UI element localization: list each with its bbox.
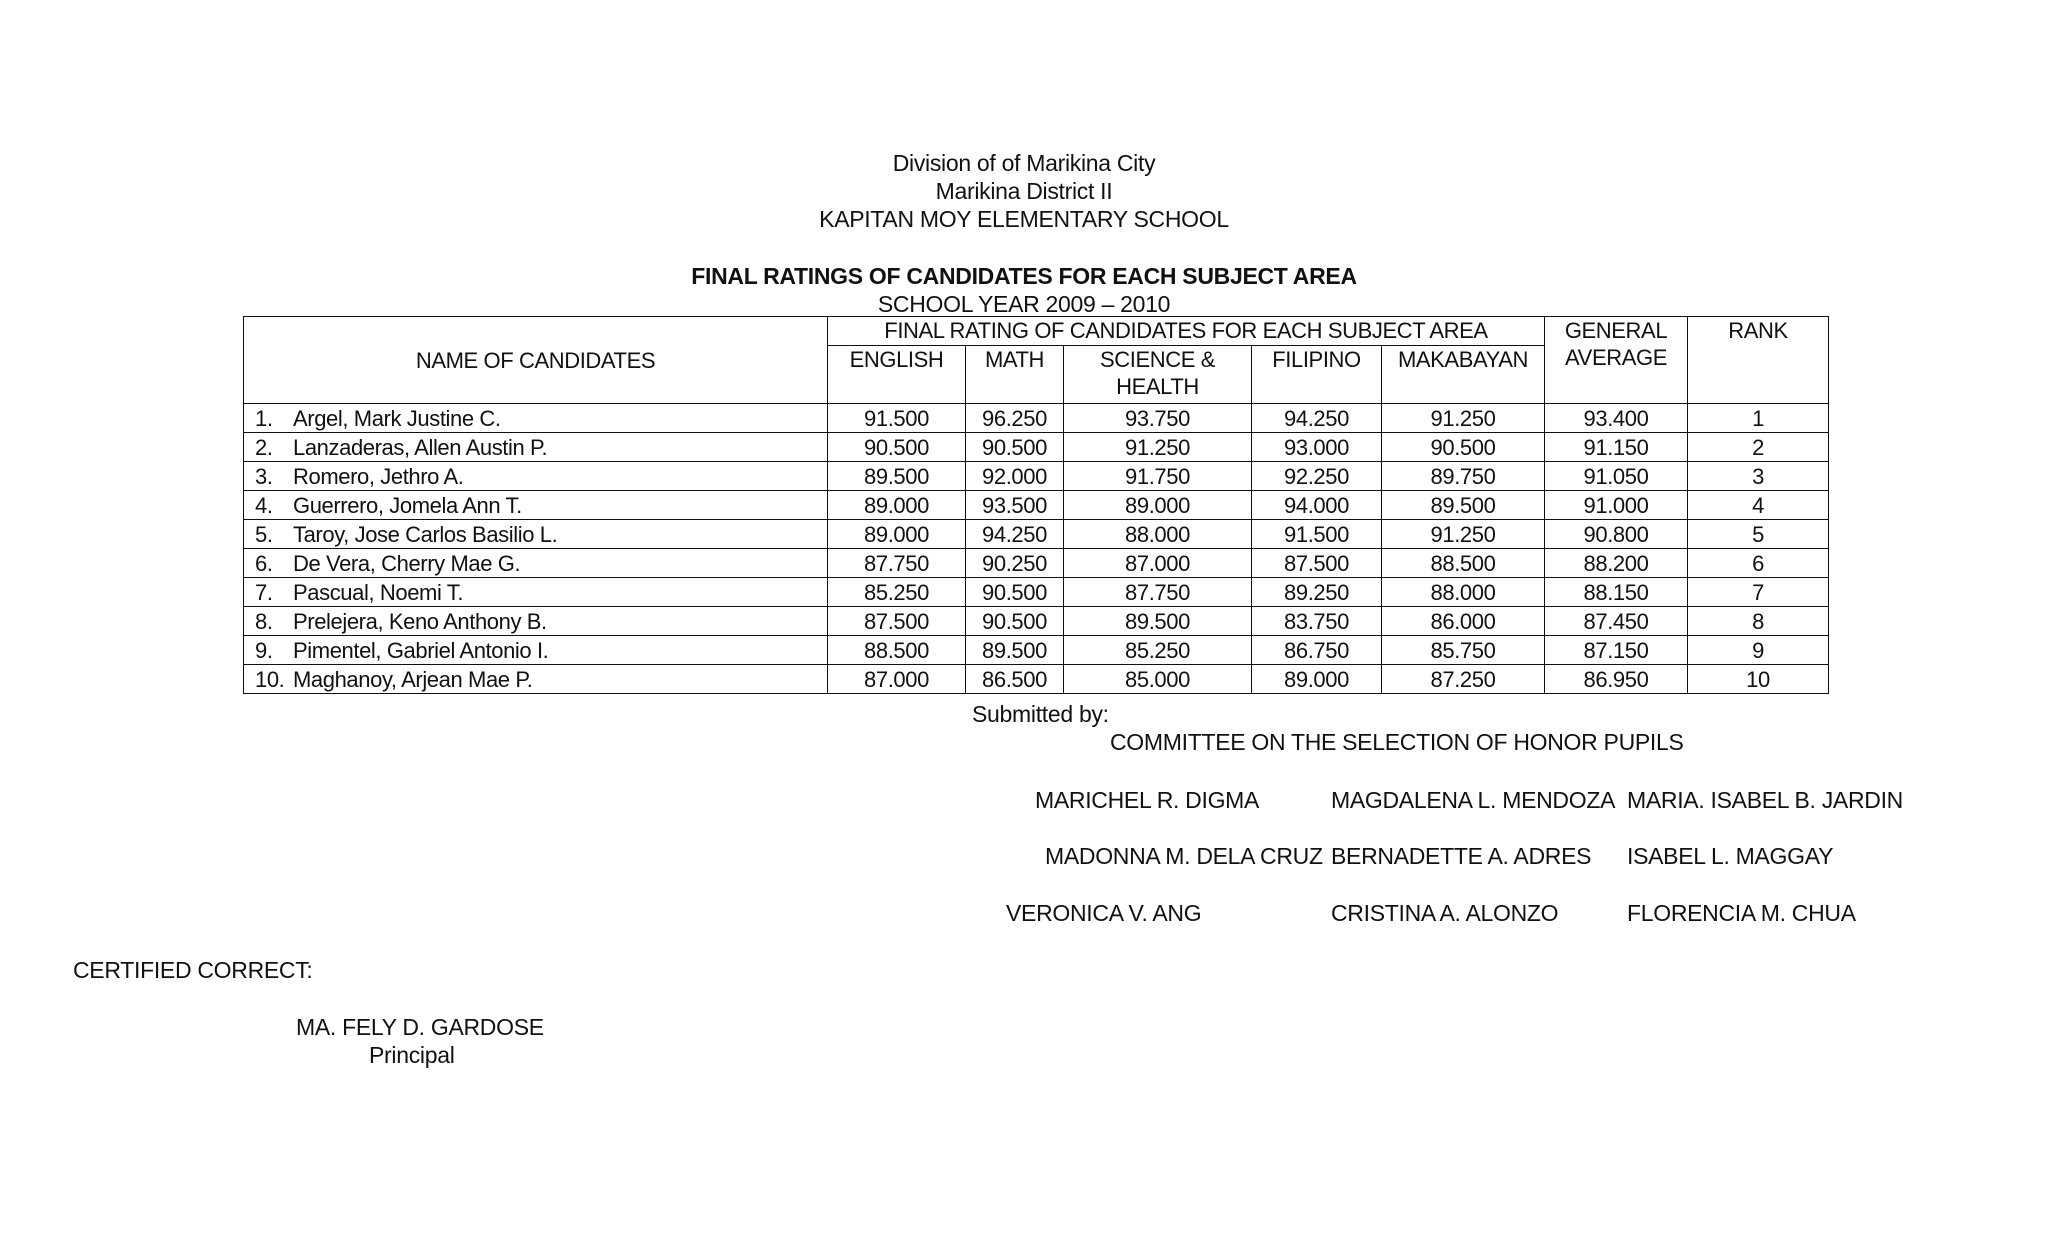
science-cell: 93.750 [1064, 404, 1252, 433]
makabayan-cell: 91.250 [1382, 404, 1545, 433]
subject-group-header: FINAL RATING OF CANDIDATES FOR EACH SUBJECT AREA [828, 317, 1545, 346]
document-header [0, 149, 2048, 233]
rank-cell: 10 [1688, 665, 1829, 694]
principal-name: MA. FELY D. GARDOSE [296, 1014, 544, 1040]
rank-cell: 5 [1688, 520, 1829, 549]
filipino-cell: 86.750 [1252, 636, 1382, 665]
candidate-name: De Vera, Cherry Mae G. [293, 550, 521, 576]
committee-member: CRISTINA A. ALONZO [1331, 900, 1559, 926]
math-cell: 90.250 [966, 549, 1064, 578]
candidate-name-cell [244, 665, 828, 694]
candidate-name-cell [244, 578, 828, 607]
makabayan-cell: 91.250 [1382, 520, 1545, 549]
english-cell: 88.500 [828, 636, 966, 665]
math-cell: 89.500 [966, 636, 1064, 665]
average-cell: 87.450 [1545, 607, 1688, 636]
science-cell: 91.250 [1064, 433, 1252, 462]
candidate-name-cell [244, 404, 828, 433]
rank-cell: 2 [1688, 433, 1829, 462]
candidate-name: Lanzaderas, Allen Austin P. [293, 434, 548, 460]
english-cell: 85.250 [828, 578, 966, 607]
english-cell: 90.500 [828, 433, 966, 462]
math-cell: 90.500 [966, 578, 1064, 607]
filipino-cell: 89.250 [1252, 578, 1382, 607]
filipino-cell: 94.000 [1252, 491, 1382, 520]
average-cell: 88.150 [1545, 578, 1688, 607]
makabayan-cell: 88.500 [1382, 549, 1545, 578]
candidate-name: Taroy, Jose Carlos Basilio L. [293, 521, 558, 547]
science-cell: 89.500 [1064, 607, 1252, 636]
table-row [244, 607, 1829, 636]
table-row [244, 433, 1829, 462]
filipino-cell: 92.250 [1252, 462, 1382, 491]
page-title: FINAL RATINGS OF CANDIDATES FOR EACH SUBJECT AREA [691, 263, 1357, 289]
average-cell: 91.050 [1545, 462, 1688, 491]
average-cell: 88.200 [1545, 549, 1688, 578]
table-row [244, 578, 1829, 607]
subject-header-makabayan: MAKABAYAN [1382, 346, 1545, 404]
table-row [244, 636, 1829, 665]
science-cell: 89.000 [1064, 491, 1252, 520]
makabayan-cell: 88.000 [1382, 578, 1545, 607]
candidate-number: 2. [255, 434, 273, 460]
candidate-name: Guerrero, Jomela Ann T. [293, 492, 522, 518]
school-name: KAPITAN MOY ELEMENTARY SCHOOL [819, 206, 1229, 232]
general-average-header: GENERAL AVERAGE [1545, 317, 1688, 404]
science-cell: 87.750 [1064, 578, 1252, 607]
candidate-name: Pascual, Noemi T. [293, 579, 464, 605]
science-cell: 87.000 [1064, 549, 1252, 578]
average-cell: 91.150 [1545, 433, 1688, 462]
average-cell: 91.000 [1545, 491, 1688, 520]
table-row [244, 491, 1829, 520]
science-cell: 85.250 [1064, 636, 1252, 665]
subject-header-english: ENGLISH [828, 346, 966, 404]
math-cell: 92.000 [966, 462, 1064, 491]
average-cell: 93.400 [1545, 404, 1688, 433]
candidate-name-cell [244, 520, 828, 549]
table-row [244, 665, 1829, 694]
filipino-cell: 83.750 [1252, 607, 1382, 636]
committee-member: VERONICA V. ANG [1006, 900, 1202, 926]
document-title-block [0, 262, 2048, 318]
committee-member: BERNADETTE A. ADRES [1331, 843, 1592, 869]
candidate-name-cell [244, 433, 828, 462]
makabayan-cell: 86.000 [1382, 607, 1545, 636]
submitted-by-label: Submitted by: [972, 701, 1109, 727]
committee-member: FLORENCIA M. CHUA [1627, 900, 1856, 926]
rank-header: RANK [1688, 317, 1829, 404]
science-cell: 85.000 [1064, 665, 1252, 694]
name-column-header: NAME OF CANDIDATES [244, 317, 828, 404]
committee-member: MAGDALENA L. MENDOZA [1331, 787, 1616, 813]
makabayan-cell: 89.500 [1382, 491, 1545, 520]
ratings-table [243, 316, 1829, 694]
rank-cell: 7 [1688, 578, 1829, 607]
candidate-number: 4. [255, 492, 273, 518]
candidate-name: Pimentel, Gabriel Antonio I. [293, 637, 549, 663]
makabayan-cell: 87.250 [1382, 665, 1545, 694]
subject-header-science: SCIENCE & HEALTH [1064, 346, 1252, 404]
filipino-cell: 91.500 [1252, 520, 1382, 549]
filipino-cell: 94.250 [1252, 404, 1382, 433]
rank-cell: 3 [1688, 462, 1829, 491]
table-row [244, 462, 1829, 491]
candidate-name-cell [244, 491, 828, 520]
math-cell: 94.250 [966, 520, 1064, 549]
filipino-cell: 87.500 [1252, 549, 1382, 578]
rank-cell: 9 [1688, 636, 1829, 665]
school-year: SCHOOL YEAR 2009 – 2010 [877, 291, 1171, 317]
candidate-number: 8. [255, 608, 273, 634]
makabayan-cell: 90.500 [1382, 433, 1545, 462]
math-cell: 93.500 [966, 491, 1064, 520]
candidate-number: 3. [255, 463, 273, 489]
candidate-number: 10. [255, 666, 285, 692]
district-line: Marikina District II [935, 178, 1113, 204]
candidate-name-cell [244, 462, 828, 491]
rank-cell: 4 [1688, 491, 1829, 520]
candidate-number: 1. [255, 405, 273, 431]
table-row [244, 520, 1829, 549]
candidate-name: Maghanoy, Arjean Mae P. [293, 666, 533, 692]
rank-cell: 6 [1688, 549, 1829, 578]
candidate-name: Prelejera, Keno Anthony B. [293, 608, 547, 634]
english-cell: 87.000 [828, 665, 966, 694]
average-cell: 86.950 [1545, 665, 1688, 694]
candidate-name: Argel, Mark Justine C. [293, 405, 501, 431]
math-cell: 90.500 [966, 433, 1064, 462]
candidate-number: 5. [255, 521, 273, 547]
committee-member: MARICHEL R. DIGMA [1035, 787, 1260, 813]
english-cell: 89.000 [828, 520, 966, 549]
makabayan-cell: 89.750 [1382, 462, 1545, 491]
rank-cell: 1 [1688, 404, 1829, 433]
english-cell: 89.500 [828, 462, 966, 491]
english-cell: 87.750 [828, 549, 966, 578]
english-cell: 91.500 [828, 404, 966, 433]
subject-header-math: MATH [966, 346, 1064, 404]
table-row [244, 549, 1829, 578]
committee-member: ISABEL L. MAGGAY [1627, 843, 1834, 869]
math-cell: 86.500 [966, 665, 1064, 694]
certified-correct-label: CERTIFIED CORRECT: [73, 957, 313, 983]
candidate-number: 9. [255, 637, 273, 663]
science-cell: 88.000 [1064, 520, 1252, 549]
filipino-cell: 93.000 [1252, 433, 1382, 462]
candidate-name-cell [244, 549, 828, 578]
committee-title: COMMITTEE ON THE SELECTION OF HONOR PUPILS [1110, 729, 1684, 755]
english-cell: 89.000 [828, 491, 966, 520]
principal-title: Principal [369, 1042, 455, 1068]
candidate-name-cell [244, 636, 828, 665]
candidate-name: Romero, Jethro A. [293, 463, 464, 489]
candidate-number: 7. [255, 579, 273, 605]
committee-member: MARIA. ISABEL B. JARDIN [1627, 787, 1903, 813]
makabayan-cell: 85.750 [1382, 636, 1545, 665]
candidate-number: 6. [255, 550, 273, 576]
division-line: Division of of Marikina City [892, 150, 1156, 176]
table-row [244, 404, 1829, 433]
science-cell: 91.750 [1064, 462, 1252, 491]
english-cell: 87.500 [828, 607, 966, 636]
candidate-name-cell [244, 607, 828, 636]
average-cell: 87.150 [1545, 636, 1688, 665]
committee-member: MADONNA M. DELA CRUZ [1045, 843, 1323, 869]
subject-header-filipino: FILIPINO [1252, 346, 1382, 404]
math-cell: 96.250 [966, 404, 1064, 433]
filipino-cell: 89.000 [1252, 665, 1382, 694]
average-cell: 90.800 [1545, 520, 1688, 549]
math-cell: 90.500 [966, 607, 1064, 636]
table-body [244, 404, 1829, 694]
rank-cell: 8 [1688, 607, 1829, 636]
table-header-row [244, 317, 1829, 346]
